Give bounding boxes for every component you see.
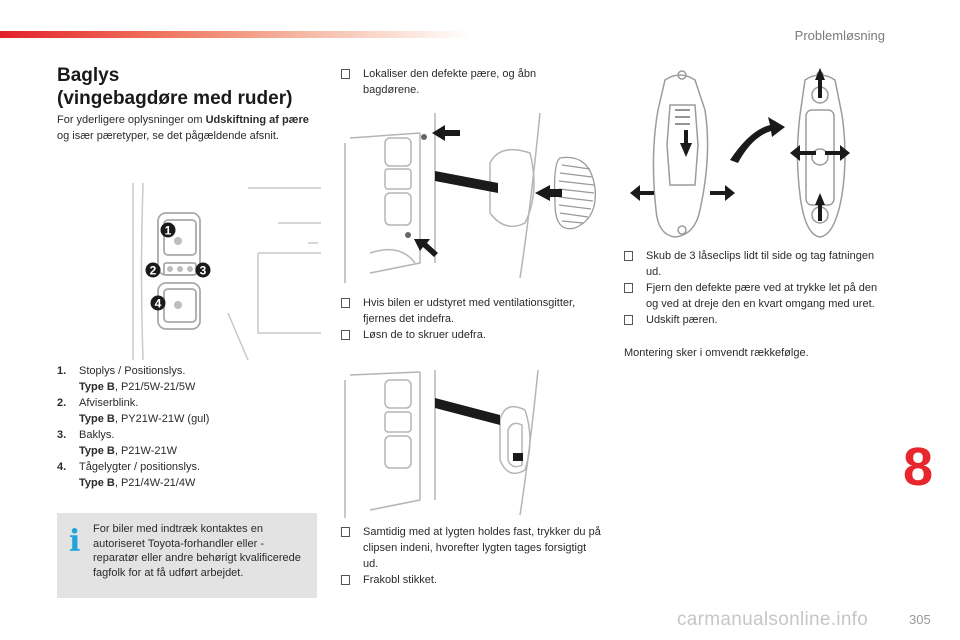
rear-door-grille-diagram	[340, 103, 608, 283]
info-text: For biler med indtræk kontaktes en autoriseret Toyota-forhandler eller -reparatør eller andre behørigt kvalificerede fagfolk for at få udført arbejdet.	[93, 523, 301, 579]
part-number: 3.	[57, 429, 67, 441]
step-item	[341, 327, 586, 343]
steps-remove-lamp	[341, 524, 603, 588]
part-name: Stoplys / Positionslys.	[79, 365, 186, 377]
page-number: 305	[909, 612, 931, 627]
callout-1: 1	[164, 223, 172, 238]
bulb-parts-list	[57, 363, 317, 491]
header-accent-bar	[0, 31, 470, 38]
section-header: Problemløsning	[794, 28, 885, 43]
intro-paragraph	[57, 112, 319, 144]
checkbox-bullet-icon	[341, 330, 350, 340]
part-type-label: Type B	[79, 413, 115, 425]
part-type-label: Type B	[79, 477, 115, 489]
step-item	[624, 280, 886, 312]
part-type-value: , P21/4W-21/4W	[114, 477, 196, 489]
part-type-value: , P21/5W-21/5W	[114, 381, 196, 393]
step-item	[624, 312, 886, 328]
checkbox-bullet-icon	[624, 315, 633, 325]
bulb-holder-diagram	[620, 65, 905, 243]
part-type-label: Type B	[79, 381, 115, 393]
callout-4: 4	[154, 296, 162, 311]
info-box	[57, 513, 317, 598]
lamp-removal-diagram	[340, 370, 608, 518]
step-text: Lokaliser den defekte pære, og åbn bagdørene.	[363, 68, 537, 96]
part-type-label: Type B	[79, 445, 115, 457]
part-name: Baklys.	[79, 429, 115, 441]
intro-suffix: og især pæretyper, se det pågældende afsnit.	[57, 130, 279, 142]
checkbox-bullet-icon	[341, 575, 350, 585]
steps-replace-bulb	[624, 248, 886, 328]
steps-locate	[341, 66, 581, 98]
step-item	[341, 66, 581, 98]
title-line-1: Baglys	[57, 65, 120, 86]
step-item	[624, 248, 886, 280]
assembly-note: Montering sker i omvendt rækkefølge.	[624, 347, 809, 359]
step-item	[341, 572, 603, 588]
checkbox-bullet-icon	[341, 69, 350, 79]
title-line-2: (vingebagdøre med ruder)	[57, 88, 293, 109]
checkbox-bullet-icon	[624, 251, 633, 261]
page-title	[57, 64, 317, 110]
tail-lamp-diagram	[128, 183, 321, 360]
parts-list-item	[57, 459, 317, 491]
checkbox-bullet-icon	[341, 298, 350, 308]
watermark: carmanualsonline.info	[677, 609, 869, 630]
step-text: Hvis bilen er udstyret med ventilationsgitter, fjernes det indefra.	[363, 297, 576, 325]
parts-list-item	[57, 363, 317, 395]
parts-list-item	[57, 427, 317, 459]
part-number: 4.	[57, 461, 67, 473]
part-name: Afviserblink.	[79, 397, 139, 409]
step-text: Udskift pæren.	[646, 314, 718, 326]
callout-2: 2	[149, 263, 157, 278]
parts-list-item	[57, 395, 317, 427]
part-number: 1.	[57, 365, 67, 377]
steps-remove-grille	[341, 295, 586, 343]
checkbox-bullet-icon	[624, 283, 633, 293]
part-type-value: , PY21W-21W (gul)	[114, 413, 210, 425]
part-name: Tågelygter / positionslys.	[79, 461, 201, 473]
step-text: Løsn de to skruer udefra.	[363, 329, 486, 341]
checkbox-bullet-icon	[341, 527, 350, 537]
step-text: Fjern den defekte pære ved at trykke let på den og ved at dreje den en kvart omgang med uret.	[646, 282, 878, 310]
part-type-value: , P21W-21W	[114, 445, 178, 457]
step-item	[341, 524, 603, 572]
part-number: 2.	[57, 397, 67, 409]
intro-prefix: For yderligere oplysninger om	[57, 114, 206, 126]
step-item	[341, 295, 586, 327]
intro-bold-reference: Udskiftning af pære	[205, 114, 309, 126]
step-text: Frakobl stikket.	[363, 574, 437, 586]
chapter-number: 8	[903, 437, 934, 497]
step-text: Samtidig med at lygten holdes fast, trykker du på clipsen indeni, hvorefter lygten tages forsigtigt ud.	[363, 526, 601, 570]
info-icon: i	[69, 524, 81, 559]
callout-3: 3	[199, 263, 207, 278]
step-text: Skub de 3 låseclips lidt til side og tag fatningen ud.	[646, 250, 875, 278]
